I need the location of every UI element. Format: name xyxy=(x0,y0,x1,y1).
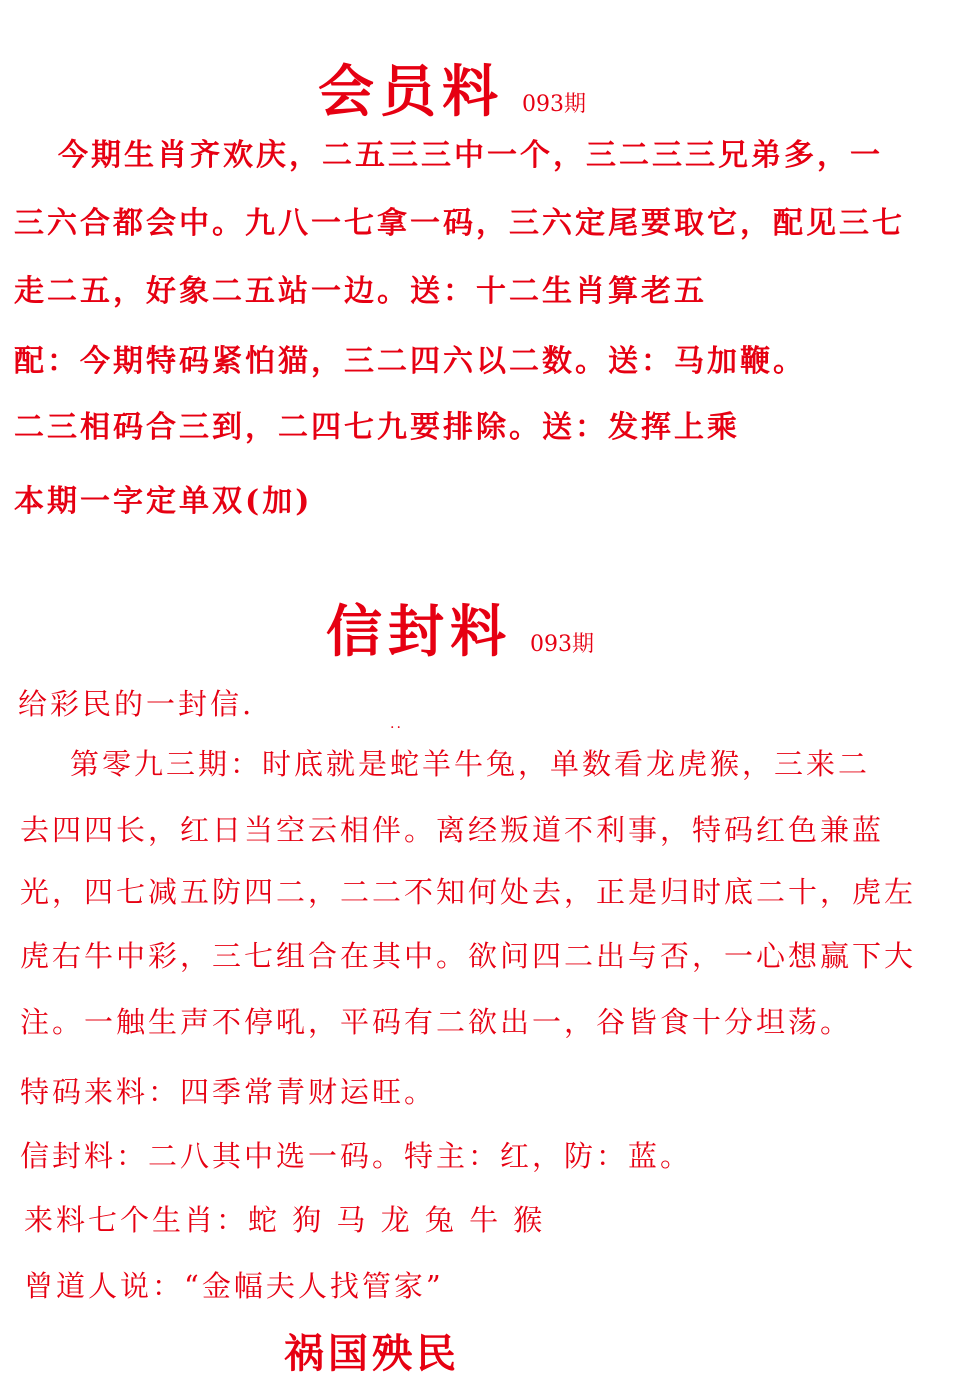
letter-title: 信封料 xyxy=(326,599,512,665)
letter-line-5: 注。一触生声不停吼，平码有二欲出一，谷皆食十分坦荡。 xyxy=(20,1005,853,1039)
letter-greeting: 给彩民的一封信. xyxy=(18,687,255,721)
letter-line-6: 特码来料：四季常青财运旺。 xyxy=(20,1075,437,1109)
letter-line-4: 虎右牛中彩，三七组合在其中。欲问四二出与否，一心想赢下大 xyxy=(20,939,917,973)
member-issue: 093期 xyxy=(522,92,586,117)
letter-issue: 093期 xyxy=(530,632,594,657)
member-line-6: 本期一字定单双(加) xyxy=(14,484,313,519)
letter-dots: .. xyxy=(390,716,403,732)
member-line-2: 三六合都会中。九八一七拿一码，三六定尾要取它，配见三七 xyxy=(14,206,905,241)
member-line-1: 今期生肖齐欢庆，二五三三中一个，三二三三兄弟多，一 xyxy=(58,138,883,173)
letter-line-3: 光，四七减五防四二，二二不知何处去，正是归时底二十，虎左 xyxy=(20,875,917,909)
member-line-3: 走二五，好象二五站一边。送：十二生肖算老五 xyxy=(14,274,707,309)
letter-title-block xyxy=(326,588,594,668)
member-title: 会员料 xyxy=(318,59,504,125)
closing-phrase: 祸国殃民 xyxy=(284,1330,460,1377)
letter-line-7: 信封料：二八其中选一码。特主：红，防：蓝。 xyxy=(20,1139,693,1173)
letter-line-1: 第零九三期：时底就是蛇羊牛兔，单数看龙虎猴，三来二 xyxy=(70,747,871,781)
letter-line-8: 来料七个生肖：蛇 狗 马 龙 兔 牛 猴 xyxy=(24,1203,546,1237)
letter-line-2: 去四四长，红日当空云相伴。离经叛道不利事，特码红色兼蓝 xyxy=(20,813,885,847)
member-title-block xyxy=(318,48,586,128)
member-line-4: 配：今期特码紧怕猫，三二四六以二数。送：马加鞭。 xyxy=(14,344,806,379)
member-line-5: 二三相码合三到，二四七九要排除。送：发挥上乘 xyxy=(14,410,740,445)
letter-line-9: 曾道人说：“金幅夫人找管家” xyxy=(24,1269,444,1303)
